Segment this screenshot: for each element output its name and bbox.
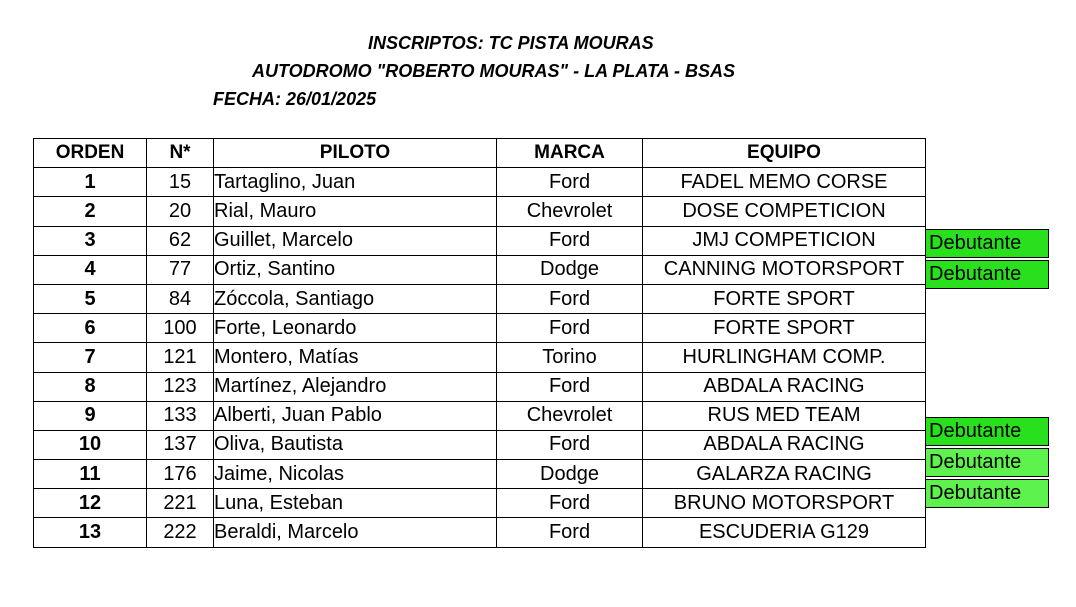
cell-marca: Torino: [497, 343, 643, 372]
cell-orden: 10: [34, 430, 147, 459]
table-row: [34, 343, 926, 372]
cell-marca: Dodge: [497, 255, 643, 284]
cell-orden: 2: [34, 197, 147, 226]
col-header-orden: ORDEN: [34, 139, 147, 168]
cell-orden: 3: [34, 226, 147, 255]
document-title: INSCRIPTOS: TC PISTA MOURAS: [368, 33, 654, 53]
cell-piloto: Jaime, Nicolas: [214, 460, 497, 489]
table-row: [34, 489, 926, 518]
cell-orden: 4: [34, 255, 147, 284]
table-row: [34, 401, 926, 430]
debutante-badge: Debutante: [925, 260, 1049, 289]
cell-equipo: FADEL MEMO CORSE: [643, 168, 926, 197]
debutante-badge: Debutante: [925, 448, 1049, 477]
cell-marca: Ford: [497, 372, 643, 401]
cell-piloto: Martínez, Alejandro: [214, 372, 497, 401]
cell-orden: 11: [34, 460, 147, 489]
cell-orden: 7: [34, 343, 147, 372]
cell-piloto: Oliva, Bautista: [214, 430, 497, 459]
date-label: FECHA:: [213, 89, 281, 109]
cell-orden: 6: [34, 314, 147, 343]
cell-piloto: Forte, Leonardo: [214, 314, 497, 343]
col-header-numero: N*: [147, 139, 214, 168]
debutante-badge: Debutante: [925, 417, 1049, 446]
cell-piloto: Zóccola, Santiago: [214, 284, 497, 313]
table-row: [34, 372, 926, 401]
cell-marca: Ford: [497, 314, 643, 343]
cell-marca: Chevrolet: [497, 401, 643, 430]
col-header-marca: MARCA: [497, 139, 643, 168]
cell-equipo: FORTE SPORT: [643, 284, 926, 313]
table-row: [34, 518, 926, 547]
cell-marca: Dodge: [497, 460, 643, 489]
cell-numero: 20: [147, 197, 214, 226]
cell-piloto: Montero, Matías: [214, 343, 497, 372]
cell-numero: 121: [147, 343, 214, 372]
cell-piloto: Ortiz, Santino: [214, 255, 497, 284]
cell-equipo: ABDALA RACING: [643, 430, 926, 459]
cell-numero: 77: [147, 255, 214, 284]
cell-equipo: DOSE COMPETICION: [643, 197, 926, 226]
cell-orden: 5: [34, 284, 147, 313]
cell-orden: 1: [34, 168, 147, 197]
cell-piloto: Alberti, Juan Pablo: [214, 401, 497, 430]
cell-equipo: ESCUDERIA G129: [643, 518, 926, 547]
col-header-piloto: PILOTO: [214, 139, 497, 168]
table-header-row: [34, 139, 926, 168]
cell-numero: 222: [147, 518, 214, 547]
cell-marca: Chevrolet: [497, 197, 643, 226]
table-row: [34, 197, 926, 226]
venue-subtitle: AUTODROMO "ROBERTO MOURAS" - LA PLATA - BSAS: [252, 61, 736, 81]
col-header-equipo: EQUIPO: [643, 139, 926, 168]
date-line: [213, 88, 376, 110]
cell-numero: 100: [147, 314, 214, 343]
cell-piloto: Beraldi, Marcelo: [214, 518, 497, 547]
cell-piloto: Guillet, Marcelo: [214, 226, 497, 255]
cell-equipo: RUS MED TEAM: [643, 401, 926, 430]
cell-marca: Ford: [497, 430, 643, 459]
table-row: [34, 460, 926, 489]
cell-equipo: FORTE SPORT: [643, 314, 926, 343]
cell-numero: 123: [147, 372, 214, 401]
cell-marca: Ford: [497, 518, 643, 547]
table-row: [34, 430, 926, 459]
table-row: [34, 255, 926, 284]
cell-piloto: Rial, Mauro: [214, 197, 497, 226]
cell-orden: 9: [34, 401, 147, 430]
table-row: [34, 284, 926, 313]
cell-equipo: JMJ COMPETICION: [643, 226, 926, 255]
cell-marca: Ford: [497, 168, 643, 197]
cell-equipo: HURLINGHAM COMP.: [643, 343, 926, 372]
cell-marca: Ford: [497, 489, 643, 518]
cell-equipo: GALARZA RACING: [643, 460, 926, 489]
cell-orden: 8: [34, 372, 147, 401]
table-row: [34, 226, 926, 255]
date-value: 26/01/2025: [286, 89, 377, 109]
cell-marca: Ford: [497, 226, 643, 255]
cell-piloto: Tartaglino, Juan: [214, 168, 497, 197]
table-row: [34, 314, 926, 343]
debutante-badge: Debutante: [925, 229, 1049, 258]
cell-numero: 221: [147, 489, 214, 518]
cell-equipo: BRUNO MOTORSPORT: [643, 489, 926, 518]
cell-orden: 12: [34, 489, 147, 518]
cell-numero: 84: [147, 284, 214, 313]
cell-equipo: ABDALA RACING: [643, 372, 926, 401]
cell-marca: Ford: [497, 284, 643, 313]
table-row: [34, 168, 926, 197]
debutante-badge: Debutante: [925, 479, 1049, 508]
cell-numero: 62: [147, 226, 214, 255]
cell-equipo: CANNING MOTORSPORT: [643, 255, 926, 284]
cell-numero: 133: [147, 401, 214, 430]
cell-numero: 176: [147, 460, 214, 489]
entries-table: [33, 138, 926, 548]
cell-orden: 13: [34, 518, 147, 547]
cell-numero: 15: [147, 168, 214, 197]
cell-numero: 137: [147, 430, 214, 459]
cell-piloto: Luna, Esteban: [214, 489, 497, 518]
